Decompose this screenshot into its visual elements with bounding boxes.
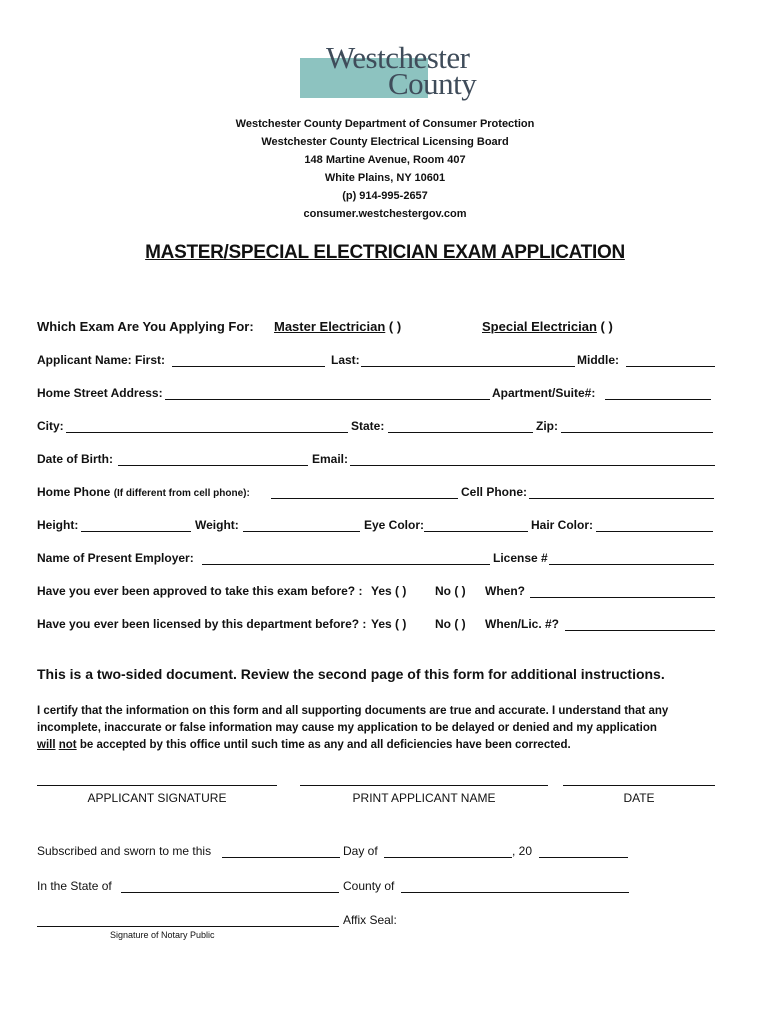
approved-question: Have you ever been approved to take this exam before? : <box>37 584 363 598</box>
state-of-field[interactable] <box>121 879 339 893</box>
hair-color-field[interactable] <box>596 518 713 532</box>
header-city: White Plains, NY 10601 <box>324 172 446 184</box>
certify-will: will <box>37 739 56 751</box>
year-field[interactable] <box>539 844 628 858</box>
license-field[interactable] <box>549 551 714 565</box>
home-phone-label <box>37 485 250 499</box>
approved-when-field[interactable] <box>530 584 715 598</box>
state-of-label: In the State of <box>37 879 112 893</box>
last-name-label: Last: <box>331 353 360 367</box>
applicant-signature-label: APPLICANT SIGNATURE <box>87 791 227 805</box>
header-department: Westchester County Department of Consumer Protection <box>235 118 535 130</box>
subscribed-day-field[interactable] <box>222 844 340 858</box>
middle-name-label: Middle: <box>577 353 619 367</box>
certify-not: not <box>58 739 77 751</box>
city-label: City: <box>37 419 64 433</box>
notary-signature-label: Signature of Notary Public <box>110 930 215 940</box>
header-phone: (p) 914-995-2657 <box>342 190 428 202</box>
date-label: DATE <box>623 791 655 805</box>
notary-signature-field[interactable] <box>37 913 339 927</box>
street-field[interactable] <box>165 386 490 400</box>
county-of-label: County of <box>343 879 395 893</box>
home-phone-field[interactable] <box>271 485 458 499</box>
employer-label: Name of Present Employer: <box>37 551 194 565</box>
exam-special-checkbox[interactable]: ( ) <box>600 319 613 334</box>
exam-special-option[interactable] <box>482 319 613 334</box>
applicant-signature-field[interactable] <box>37 772 277 786</box>
middle-name-field[interactable] <box>626 353 715 367</box>
licensed-yes-checkbox[interactable]: Yes ( ) <box>371 617 407 631</box>
email-field[interactable] <box>350 452 715 466</box>
weight-label: Weight: <box>195 518 239 532</box>
logo-text-westchester: Westchester <box>326 40 470 75</box>
certify-line-2: incomplete, inaccurate or false information may cause my application to be delayed or denied and my application <box>37 722 657 734</box>
email-label: Email: <box>312 452 349 466</box>
day-of-label: Day of <box>343 844 378 858</box>
license-label: License # <box>493 551 548 565</box>
weight-field[interactable] <box>243 518 360 532</box>
licensed-when-field[interactable] <box>565 617 715 631</box>
eye-color-label: Eye Color: <box>364 518 425 532</box>
approved-no-checkbox[interactable]: No ( ) <box>435 584 466 598</box>
state-label: State: <box>351 419 385 433</box>
exam-master-checkbox[interactable]: ( ) <box>388 319 402 334</box>
form-title: MASTER/SPECIAL ELECTRICIAN EXAM APPLICATION <box>145 242 625 263</box>
month-field[interactable] <box>384 844 512 858</box>
state-field[interactable] <box>388 419 533 433</box>
logo-text-county: County <box>388 66 477 101</box>
hair-color-label: Hair Color: <box>531 518 594 532</box>
employer-field[interactable] <box>202 551 490 565</box>
exam-label: Which Exam Are You Applying For: <box>37 319 254 334</box>
print-name-field[interactable] <box>300 772 548 786</box>
cell-phone-label: Cell Phone: <box>461 485 528 499</box>
approved-when-label: When? <box>485 584 525 598</box>
height-label: Height: <box>37 518 79 532</box>
first-name-field[interactable] <box>172 353 325 367</box>
date-field[interactable] <box>563 772 715 786</box>
exam-master-option[interactable] <box>274 319 401 334</box>
dob-field[interactable] <box>118 452 308 466</box>
first-name-label: Applicant Name: First: <box>37 353 166 367</box>
county-logo <box>296 40 482 102</box>
header-board: Westchester County Electrical Licensing Board <box>261 136 509 148</box>
zip-label: Zip: <box>536 419 558 433</box>
affix-seal-label: Affix Seal: <box>343 913 397 927</box>
cell-phone-field[interactable] <box>529 485 714 499</box>
street-label: Home Street Address: <box>37 386 163 400</box>
certify-rest: be accepted by this office until such time as any and all deficiencies have been corrected. <box>79 739 571 751</box>
last-name-field[interactable] <box>361 353 575 367</box>
certify-line-1: I certify that the information on this form and all supporting documents are true and accurate. I understand that any <box>37 705 669 717</box>
eye-color-field[interactable] <box>424 518 528 532</box>
approved-yes-checkbox[interactable]: Yes ( ) <box>371 584 407 598</box>
year-label: , 20 <box>512 844 533 858</box>
licensed-question: Have you ever been licensed by this department before? : <box>37 617 367 631</box>
exam-special-label: Special Electrician <box>482 319 597 334</box>
city-field[interactable] <box>66 419 348 433</box>
home-phone-label-text: Home Phone <box>37 485 111 499</box>
exam-master-label: Master Electrician <box>274 319 386 334</box>
apt-label: Apartment/Suite#: <box>492 386 596 400</box>
county-of-field[interactable] <box>401 879 629 893</box>
licensed-when-label: When/Lic. #? <box>485 617 560 631</box>
subscribed-label: Subscribed and sworn to me this <box>37 844 212 858</box>
home-phone-note: (If different from cell phone): <box>113 488 250 499</box>
height-field[interactable] <box>81 518 191 532</box>
print-name-label: PRINT APPLICANT NAME <box>352 791 496 805</box>
zip-field[interactable] <box>561 419 713 433</box>
dob-label: Date of Birth: <box>37 452 113 466</box>
apt-field[interactable] <box>605 386 711 400</box>
two-sided-notice: This is a two-sided document. Review the second page of this form for additional instructions. <box>37 666 665 682</box>
licensed-no-checkbox[interactable]: No ( ) <box>435 617 466 631</box>
header-website: consumer.westchestergov.com <box>303 208 467 220</box>
certify-line-3 <box>37 739 571 751</box>
header-address: 148 Martine Avenue, Room 407 <box>304 154 466 166</box>
